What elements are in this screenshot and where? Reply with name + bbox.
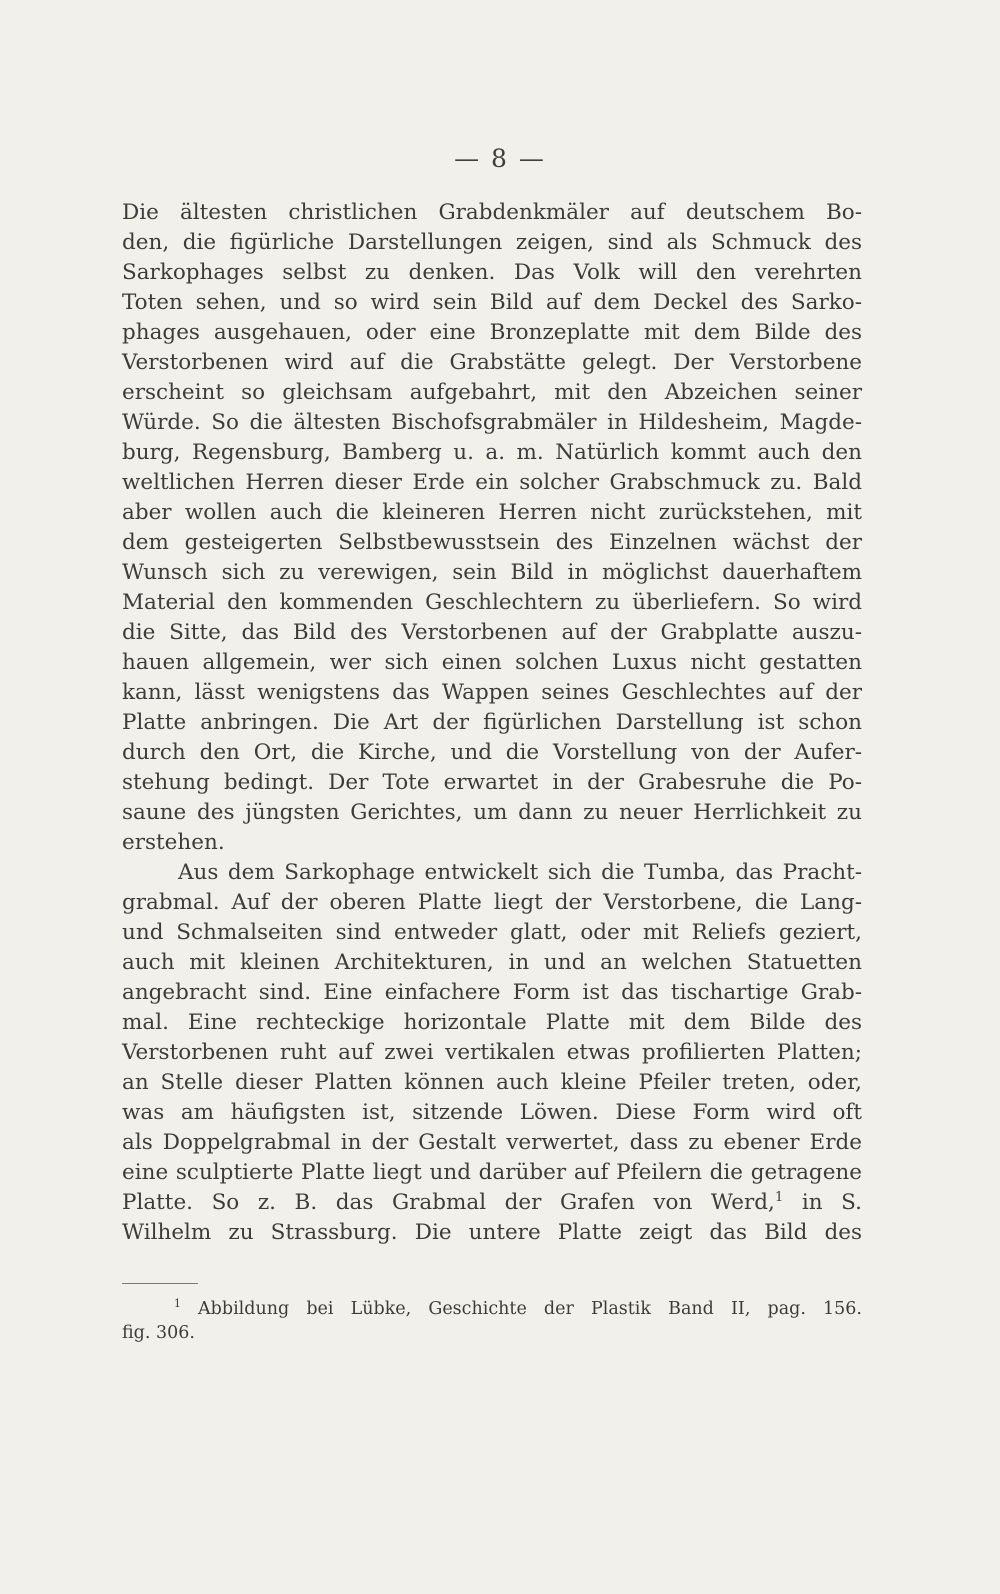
text-line: die Sitte, das Bild des Verstorbenen auf der Grabplatte auszu- [122,620,862,645]
text-line: saune des jüngsten Gerichtes, um dann zu neuer Herrlichkeit zu [122,800,862,825]
footnote-marker: 1 [174,1297,181,1311]
text-line: Platte anbringen. Die Art der figürlichen Darstellung ist schon [122,710,862,735]
text-line: stehung bedingt. Der Tote erwartet in der Grabesruhe die Po- [122,770,862,795]
text-line [122,1188,862,1218]
text-line: Würde. So die ältesten Bischofsgrabmäler in Hildesheim, Magde- [122,410,862,435]
text-line: Die ältesten christlichen Grabdenkmäler auf deutschem Bo- [122,200,862,225]
text-line: erstehen. [122,830,225,855]
text-line: weltlichen Herren dieser Erde ein solcher Grabschmuck zu. Bald [122,470,862,495]
text-line: Wunsch sich zu verewigen, sein Bild in möglichst dauerhaftem [122,560,862,585]
text-line: eine sculptierte Platte liegt und darüber auf Pfeilern die getragene [122,1160,862,1185]
text-line: angebracht sind. Eine einfachere Form ist das tischartige Grab- [122,980,862,1005]
footnote-separator [122,1283,198,1284]
footnote-text: Abbildung bei Lübke, Geschichte der Plastik Band II, pag. 156. [180,1299,862,1319]
text-line: hauen allgemein, wer sich einen solchen Luxus nicht gestatten [122,650,862,675]
footnotes [122,1297,862,1345]
footnote-line [122,1297,862,1321]
text-line: dem gesteigerten Selbstbewusstsein des Einzelnen wächst der [122,530,862,555]
text-line: den, die figürliche Darstellungen zeigen, sind als Schmuck des [122,230,862,255]
text-line: grabmal. Auf der oberen Platte liegt der Verstorbene, die Lang- [122,890,862,915]
text-line: aber wollen auch die kleineren Herren nicht zurückstehen, mit [122,500,862,525]
text-line: mal. Eine rechteckige horizontale Platte mit dem Bilde des [122,1010,862,1035]
text-line: Material den kommenden Geschlechtern zu überliefern. So wird [122,590,862,615]
text-line: Verstorbenen wird auf die Grabstätte gelegt. Der Verstorbene [122,350,862,375]
text-line: als Doppelgrabmal in der Gestalt verwertet, dass zu ebener Erde [122,1130,862,1155]
footnote-line: fig. 306. [122,1323,195,1343]
text-line: auch mit kleinen Architekturen, in und an welchen Statuetten [122,950,862,975]
text-line-end: in S. [783,1190,862,1215]
body-text [122,198,862,1248]
footnote-reference[interactable]: 1 [774,1189,784,1205]
text-line: was am häufigsten ist, sitzende Löwen. Diese Form wird oft [122,1100,862,1125]
text-line: Toten sehen, und so wird sein Bild auf dem Deckel des Sarko- [122,290,862,315]
text-line: kann, lässt wenigstens das Wappen seines Geschlechtes auf der [122,680,862,705]
page-number: — 8 — [454,144,546,173]
text-line: erscheint so gleichsam aufgebahrt, mit den Abzeichen seiner [122,380,862,405]
text-line: Aus dem Sarkophage entwickelt sich die Tumba, das Pracht- [178,860,862,885]
text-line: Verstorbenen ruht auf zwei vertikalen etwas profilierten Platten; [122,1040,862,1065]
text-line: phages ausgehauen, oder eine Bronzeplatte mit dem Bilde des [122,320,862,345]
text-line: burg, Regensburg, Bamberg u. a. m. Natürlich kommt auch den [122,440,862,465]
text-line-start: Platte. So z. B. das Grabmal der Grafen von Werd, [122,1190,775,1215]
text-line: Wilhelm zu Strassburg. Die untere Platte zeigt das Bild des [122,1220,862,1245]
text-line: an Stelle dieser Platten können auch kleine Pfeiler treten, oder, [122,1070,862,1095]
text-line: durch den Ort, die Kirche, und die Vorstellung von der Aufer- [122,740,862,765]
text-line: und Schmalseiten sind entweder glatt, oder mit Reliefs geziert, [122,920,862,945]
text-line: Sarkophages selbst zu denken. Das Volk will den verehrten [122,260,862,285]
